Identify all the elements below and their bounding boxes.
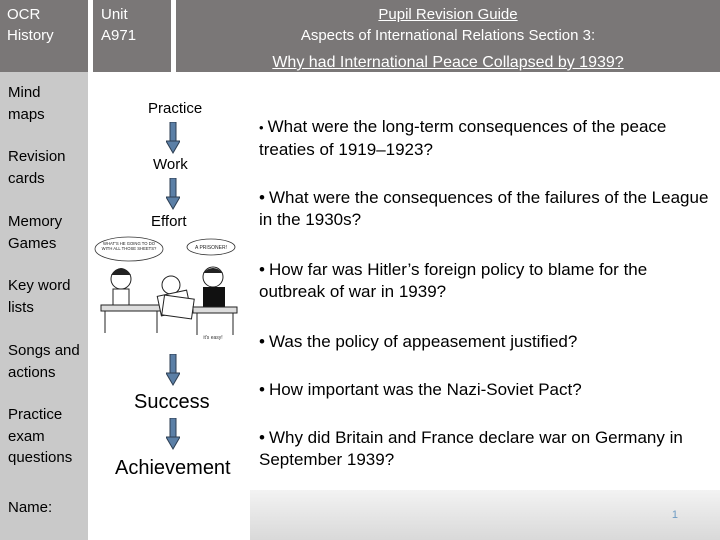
question-item — [259, 331, 711, 353]
ladder-step-practice: Practice — [148, 100, 203, 117]
sidebar-item-label: Memory — [8, 213, 63, 230]
question-text: Why did Britain and France declare war on Germany in September 1939? — [259, 428, 683, 469]
sidebar-item-label: Mind — [8, 84, 41, 101]
sidebar-item-memory-games — [8, 211, 86, 254]
cartoon-speech-right: A PRISONER! — [195, 245, 227, 251]
page-subtitle-line: Aspects of International Relations Section 3: — [300, 27, 596, 44]
down-arrow-icon — [166, 354, 180, 386]
page-title: Pupil Revision Guide — [378, 6, 518, 23]
students-cartoon-image — [93, 235, 245, 345]
ladder-step-success: Success — [134, 391, 210, 413]
sidebar-item-label: Key word — [8, 277, 71, 294]
down-arrow-icon — [166, 418, 180, 450]
question-item — [259, 379, 711, 401]
ladder-step-achievement: Achievement — [115, 457, 231, 479]
ladder-step-effort: Effort — [151, 213, 187, 230]
cartoon-speech-left-2: WITH ALL THOSE SHEETS? — [101, 246, 157, 251]
question-text: What were the long-term consequences of the peace treaties of 1919–1923? — [259, 117, 667, 159]
sidebar-item-mind-maps — [8, 82, 86, 125]
question-text: How far was Hitler’s foreign policy to blame for the outbreak of war in 1939? — [259, 260, 648, 301]
bullet-icon: • — [259, 428, 265, 447]
sidebar-item-label: questions — [8, 449, 73, 466]
question-text: Was the policy of appeasement justified? — [268, 332, 578, 351]
sidebar-item-label: cards — [8, 169, 45, 187]
bullet-icon: • — [259, 188, 265, 207]
name-label: Name: — [8, 499, 53, 516]
bullet-icon: • — [259, 120, 264, 135]
header-box-ocr-line2: History — [7, 27, 54, 44]
sidebar-item-revision-cards — [8, 146, 86, 189]
sidebar-item-songs-and-actions — [8, 340, 86, 383]
sidebar-item-practice-exam-questions — [8, 404, 86, 469]
bullet-icon: • — [259, 260, 265, 279]
sidebar-item-label: exam — [8, 427, 45, 445]
header-box-unit-line2: A971 — [101, 27, 137, 44]
header-box-ocr — [0, 0, 88, 72]
question-item — [259, 427, 711, 471]
footer-band — [250, 490, 720, 540]
header-box-ocr-line1: OCR — [7, 6, 41, 23]
bullet-icon: • — [259, 380, 265, 399]
question-text: What were the consequences of the failures of the League in the 1930s? — [259, 188, 709, 229]
sidebar-item-label: actions — [8, 363, 56, 381]
page-number: 1 — [671, 509, 678, 521]
ladder-step-work: Work — [153, 156, 188, 173]
sidebar-item-label: maps — [8, 105, 45, 123]
page-subtitle-question: Why had International Peace Collapsed by 1939? — [272, 54, 624, 71]
sidebar-item-label: Songs and — [8, 342, 80, 359]
bullet-icon: • — [259, 332, 265, 351]
header-box-unit — [93, 0, 171, 72]
question-item — [259, 187, 711, 231]
cartoon-speech-left: WHAT'S HE GOING TO DO — [103, 241, 155, 246]
sidebar-item-label: Revision — [8, 148, 66, 165]
header-box-unit-line1: Unit — [101, 6, 128, 23]
question-item — [259, 259, 711, 303]
cartoon-caption: it's easy! — [203, 335, 223, 341]
down-arrow-icon — [166, 178, 180, 210]
down-arrow-icon — [166, 122, 180, 154]
sidebar-item-key-word-lists — [8, 275, 86, 318]
question-text: How important was the Nazi-Soviet Pact? — [268, 380, 582, 399]
sidebar-item-label: lists — [8, 298, 34, 316]
sidebar-item-label: Games — [8, 234, 57, 252]
header-title-box — [176, 0, 720, 72]
sidebar-item-label: Practice — [8, 406, 63, 423]
question-item — [259, 116, 711, 161]
